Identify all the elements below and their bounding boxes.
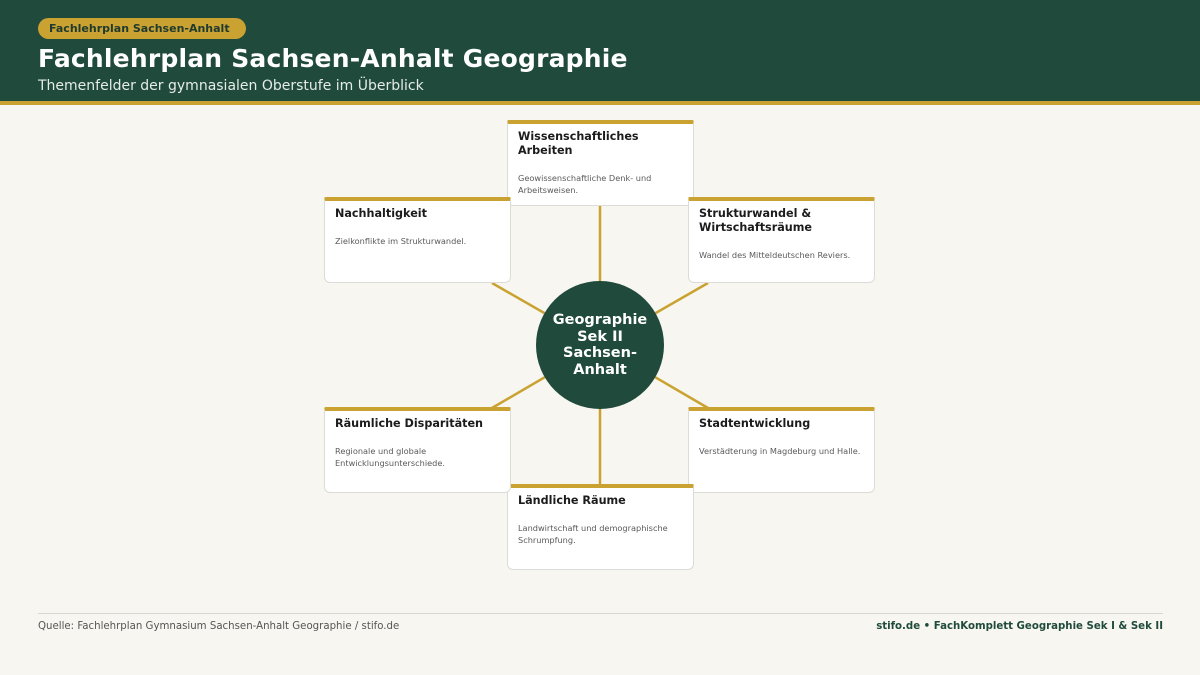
topic-title: Stadtentwicklung bbox=[699, 417, 811, 430]
topic-card-strukturwandel bbox=[688, 197, 875, 283]
topic-title: Wissenschaftliches Arbeiten bbox=[518, 130, 639, 157]
topic-card-laendliche-raeume bbox=[507, 484, 694, 570]
hub-label: Geographie Sek II Sachsen-Anhalt bbox=[552, 312, 648, 378]
topic-card-raeumliche-disparitaeten bbox=[324, 407, 511, 493]
category-badge: Fachlehrplan Sachsen-Anhalt bbox=[38, 18, 246, 39]
topic-description: Zielkonflikte im Strukturwandel. bbox=[335, 236, 467, 246]
topic-title: Nachhaltigkeit bbox=[335, 207, 427, 220]
topic-title: Räumliche Disparitäten bbox=[335, 417, 484, 430]
topic-description: Wandel des Mitteldeutschen Reviers. bbox=[699, 250, 851, 260]
topic-card-stadtentwicklung bbox=[688, 407, 875, 493]
topic-title: Ländliche Räume bbox=[518, 494, 626, 507]
topic-title: Strukturwandel & Wirtschaftsräume bbox=[699, 207, 812, 234]
central-hub bbox=[536, 281, 664, 409]
page-subtitle: Themenfelder der gymnasialen Oberstufe im Überblick bbox=[38, 78, 424, 94]
brand-footer: stifo.de • FachKomplett Geographie Sek I & Sek II bbox=[876, 621, 1163, 632]
topic-card-wissenschaftliches-arbeiten bbox=[507, 120, 694, 206]
source-note: Quelle: Fachlehrplan Gymnasium Sachsen-Anhalt Geographie / stifo.de bbox=[38, 621, 400, 632]
footer-divider bbox=[38, 613, 1163, 614]
page-title: Fachlehrplan Sachsen-Anhalt Geographie bbox=[38, 44, 628, 73]
topic-description: Verstädterung in Magdeburg und Halle. bbox=[699, 446, 861, 456]
topic-description: Regionale und globale Entwicklungsunterschiede. bbox=[335, 446, 445, 468]
topic-card-nachhaltigkeit bbox=[324, 197, 511, 283]
topic-description: Landwirtschaft und demographische Schrumpfung. bbox=[518, 523, 668, 545]
topic-description: Geowissenschaftliche Denk- und Arbeitsweisen. bbox=[518, 173, 652, 195]
